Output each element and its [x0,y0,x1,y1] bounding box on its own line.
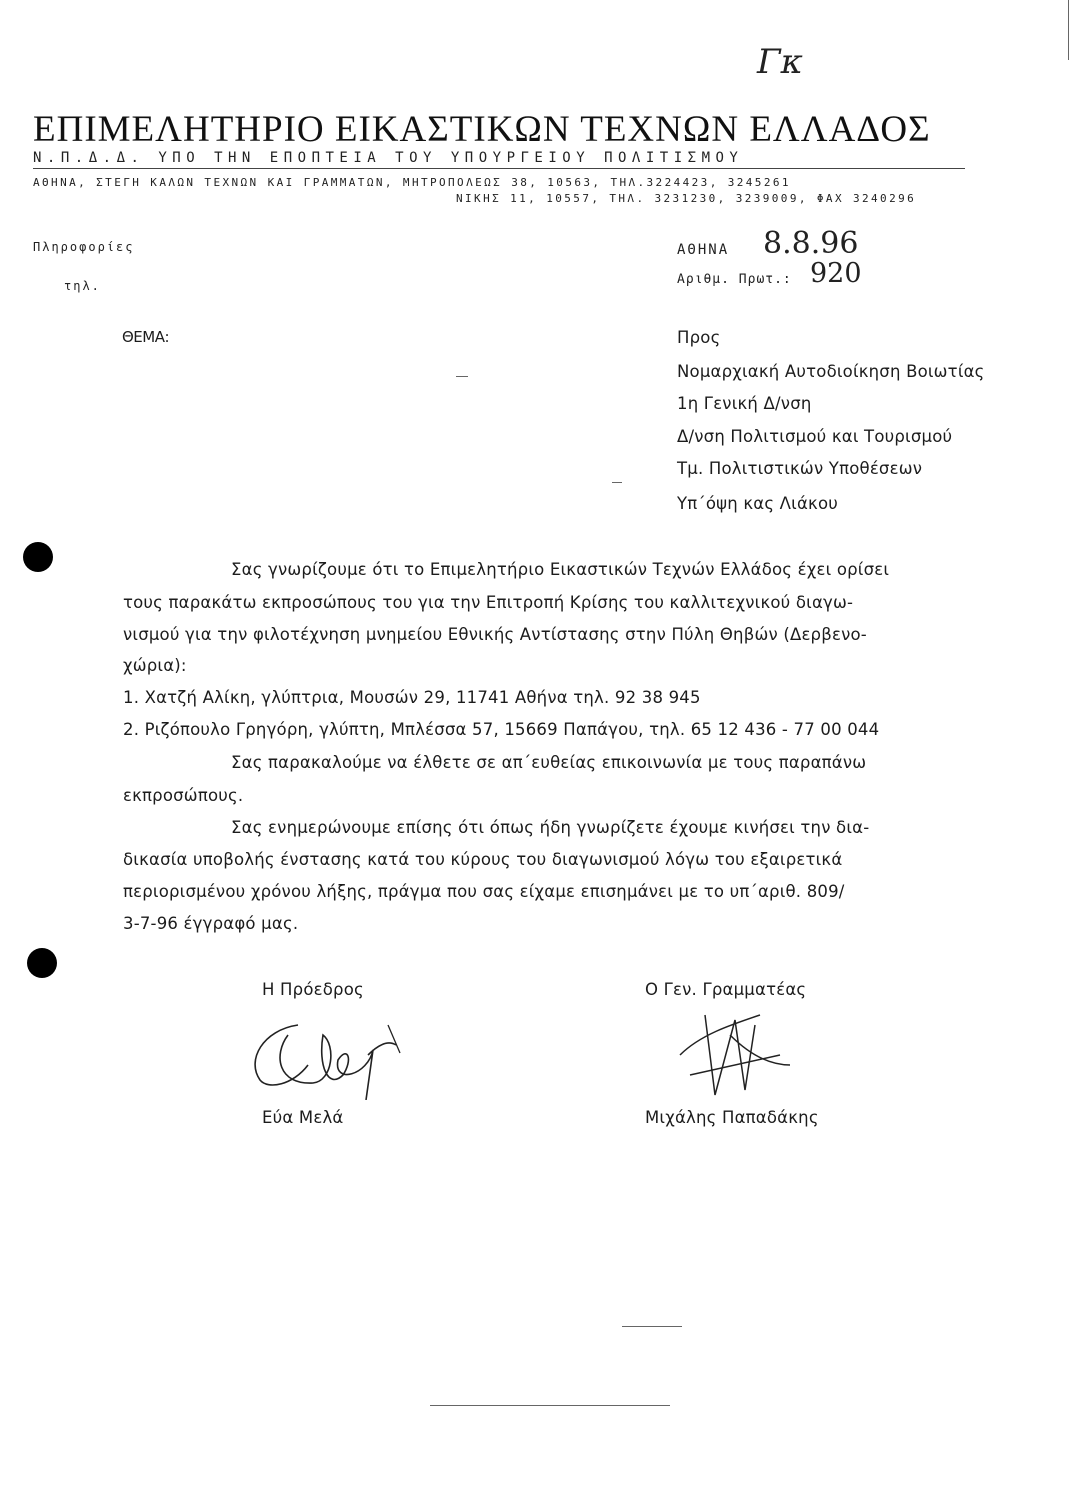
paragraph-2-line-1: Σας παρακαλούμε να έλθετε σε απ΄ευθείας επικοινωνία με τους παραπάνω [231,753,867,772]
scan-artifact [622,1326,682,1327]
list-item-2: 2. Ριζόπουλο Γρηγόρη, γλύπτη, Μπλέσσα 57, 15669 Παπάγου, τηλ. 65 12 436 - 77 00 044 [123,720,880,739]
recipient-line-2: 1η Γενική Δ/νση [677,394,812,413]
date-handwritten: 8.8.96 [763,226,859,261]
paragraph-1-line-3: νισμού για την φιλοτέχνηση μνημείου Εθνικής Αντίστασης στην Πύλη Θηβών (Δερβενο- [123,625,867,644]
recipient-line-1: Νομαρχιακή Αυτοδιοίκηση Βοιωτίας [677,362,985,381]
subject-label: ΘΕΜΑ: [122,328,170,346]
paragraph-3-line-2: δικασία υποβολής ένστασης κατά του κύρους του διαγωνισμού λόγω του εξαιρετικά [123,850,843,869]
protocol-number: 920 [810,258,862,289]
right-signatory-role: Ο Γεν. Γραμματέας [645,980,807,999]
tel-label: τηλ. [64,279,101,293]
paragraph-3-line-1: Σας ενημερώνουμε επίσης ότι όπως ήδη γνωρίζετε έχουμε κινήσει την δια- [231,818,870,837]
recipient-line-4: Τμ. Πολιτιστικών Υποθέσεων [677,459,923,478]
letterhead-subtitle: Ν.Π.Δ.Δ. ΥΠΟ ΤΗΝ ΕΠΟΠΤΕΙΑ ΤΟΥ ΥΠΟΥΡΓΕΙΟΥ ΠΟΛΙΤΙΣΜΟΥ [33,150,744,166]
handwritten-mark: Γκ [757,42,803,82]
protocol-label: Αριθμ. Πρωτ.: [677,272,792,287]
letterhead-address-1: ΑΘΗΝΑ, ΣΤΕΓΗ ΚΑΛΩΝ ΤΕΧΝΩΝ ΚΑΙ ΓΡΑΜΜΑΤΩΝ, ΜΗΤΡΟΠΟΛΕΩΣ 38, 10563, ΤΗΛ.3224423, 3245261 [33,176,791,189]
recipient-to: Προς [677,328,721,347]
list-item-1: 1. Χατζή Αλίκη, γλύπτρια, Μουσών 29, 11741 Αθήνα τηλ. 92 38 945 [123,688,701,707]
scan-artifact [1068,0,1069,60]
letterhead-rule [33,168,965,169]
place-label: ΑΘΗΝΑ [677,242,730,258]
paragraph-1-line-1: Σας γνωρίζουμε ότι το Επιμελητήριο Εικαστικών Τεχνών Ελλάδος έχει ορίσει [231,560,890,579]
paragraph-3-line-3: περιορισμένου χρόνου λήξης, πράγμα που σας είχαμε επισημάνει με το υπ΄αριθ. 809/ [123,882,845,901]
letterhead-title: ΕΠΙΜΕΛΗΤΗΡΙΟ ΕΙΚΑΣΤΙΚΩΝ ΤΕΧΝΩΝ ΕΛΛΑΔΟΣ [33,109,931,150]
info-label: Πληροφορίες [33,240,135,254]
punch-hole-top [23,542,53,572]
letterhead-address-2: ΝΙΚΗΣ 11, 10557, ΤΗΛ. 3231230, 3239009, ΦΑΧ 3240296 [456,192,917,205]
paragraph-2-line-2: εκπροσώπους. [123,786,244,805]
scan-artifact [612,482,622,483]
paragraph-3-line-4: 3-7-96 έγγραφό μας. [123,914,299,933]
recipient-line-3: Δ/νση Πολιτισμού και Τουρισμού [677,427,953,446]
paragraph-1-line-2: τους παρακάτω εκπροσώπους του για την Επιτροπή Κρίσης του καλλιτεχνικού διαγω- [123,593,854,612]
recipient-line-5: Υπ΄όψη κας Λιάκου [677,494,838,513]
scan-artifact [430,1405,670,1406]
left-signatory-role: Η Πρόεδρος [262,980,364,999]
right-signature [660,995,800,1105]
right-signatory-name: Μιχάλης Παπαδάκης [645,1108,819,1127]
left-signatory-name: Εύα Μελά [262,1108,344,1127]
paragraph-1-line-4: χώρια): [123,656,187,675]
punch-hole-bottom [27,948,57,978]
scan-artifact [456,376,468,377]
left-signature [238,1005,413,1100]
